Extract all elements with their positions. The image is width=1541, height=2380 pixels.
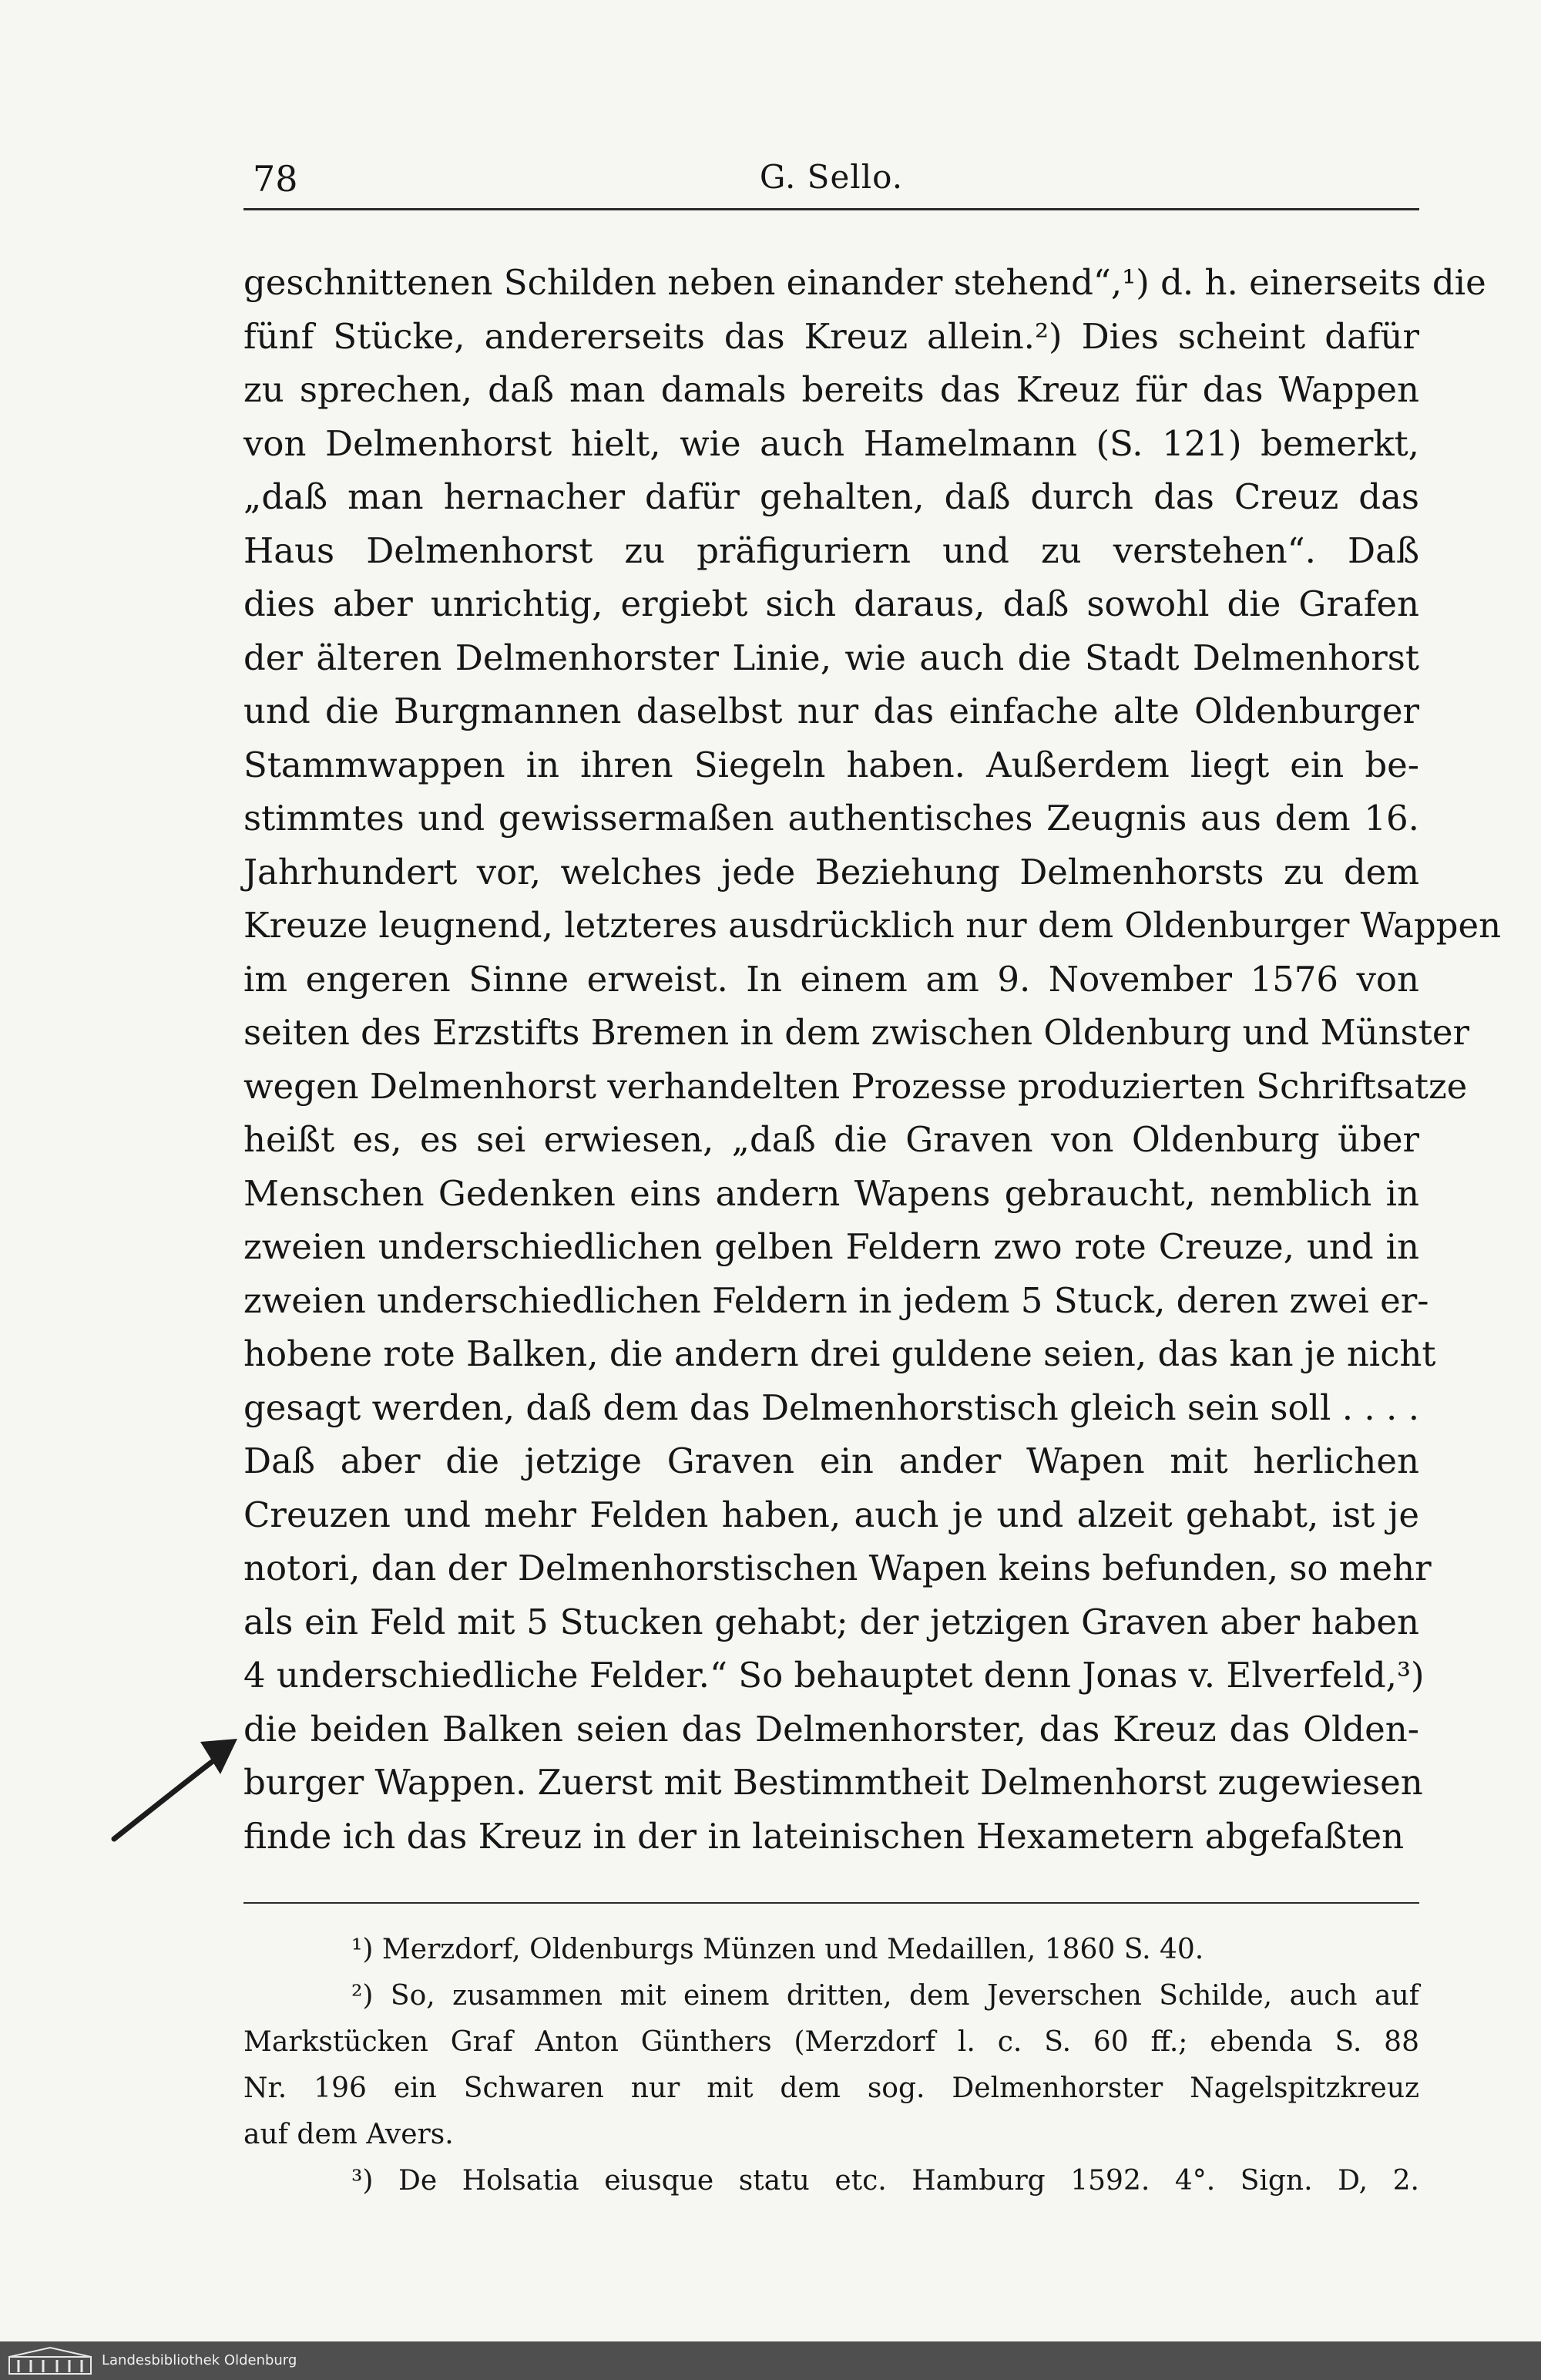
text-line: Stammwappen in ihren Siegeln haben. Außerdem liegt ein be- — [243, 744, 1419, 785]
text-line: und die Burgmannen daselbst nur das einfache alte Oldenburger — [243, 691, 1419, 731]
text-line: zweien underschiedlichen Feldern in jedem 5 Stuck, deren zwei er- — [243, 1279, 1429, 1321]
footnote-line: Nr. 196 ein Schwaren nur mit dem sog. Delmenhorster Nagelspitzkreuz — [243, 2072, 1419, 2104]
handwritten-arrow-icon — [105, 1711, 243, 1850]
text-line: fünf Stücke, andererseits das Kreuz allein.²) Dies scheint dafür — [243, 315, 1419, 357]
text-line: die beiden Balken seien das Delmenhorster, das Kreuz das Olden- — [243, 1708, 1419, 1750]
text-line: von Delmenhorst hielt, wie auch Hamelmann (S. 121) bemerkt, — [243, 422, 1419, 464]
library-name: Landesbibliothek Oldenburg — [102, 2352, 297, 2368]
text-line: heißt es, es sei erwiesen, „daß die Graven von Oldenburg über — [243, 1119, 1419, 1160]
text-line: der älteren Delmenhorster Linie, wie auch die Stadt Delmenhorst — [243, 637, 1419, 678]
text-line: 4 underschiedliche Felder.“ So behauptet denn Jonas v. Elverfeld,³) — [243, 1655, 1425, 1696]
footnote-line: auf dem Avers. — [243, 2119, 454, 2150]
footnote-line: ¹) Merzdorf, Oldenburgs Münzen und Medaillen, 1860 S. 40. — [351, 1934, 1204, 1965]
text-line: Creuzen und mehr Felden haben, auch je und alzeit gehabt, ist je — [243, 1494, 1419, 1535]
text-line: als ein Feld mit 5 Stucken gehabt; der jetzigen Graven aber haben — [243, 1601, 1419, 1642]
footnote-line: ²) So, zusammen mit einem dritten, dem Jeverschen Schilde, auch auf — [351, 1980, 1419, 2012]
page-number: 78 — [253, 158, 298, 200]
text-line: burger Wappen. Zuerst mit Bestimmtheit Delmenhorst zugewiesen — [243, 1762, 1423, 1803]
text-line: im engeren Sinne erweist. In einem am 9. November 1576 von — [243, 958, 1419, 1000]
text-line: Menschen Gedenken eins andern Wapens gebraucht, nemblich in — [243, 1172, 1419, 1214]
running-head: G. Sello. — [759, 158, 904, 196]
text-line: Daß aber die jetzige Graven ein ander Wapen mit herlichen — [243, 1440, 1419, 1481]
text-line: finde ich das Kreuz in der in lateinischen Hexametern abgefaßten — [243, 1815, 1405, 1857]
library-building-icon — [8, 2346, 92, 2375]
footnote-line: Markstücken Graf Anton Günthers (Merzdorf l. c. S. 60 ff.; ebenda S. 88 — [243, 2026, 1419, 2058]
text-line: stimmtes und gewissermaßen authentisches Zeugnis aus dem 16. — [243, 798, 1419, 839]
page-header — [243, 158, 1419, 206]
text-line: Kreuze leugnend, letzteres ausdrücklich nur dem Oldenburger Wappen — [243, 905, 1502, 946]
text-line: gesagt werden, daß dem das Delmenhorstisch gleich sein soll . . . . — [243, 1387, 1419, 1428]
text-line: Haus Delmenhorst zu präfiguriern und zu verstehen“. Daß — [243, 529, 1419, 571]
footnotes — [243, 1927, 1419, 2204]
text-line: dies aber unrichtig, ergiebt sich daraus, daß sowohl die Grafen — [243, 583, 1419, 624]
library-footer-bar — [0, 2341, 1541, 2380]
text-line: zu sprechen, daß man damals bereits das Kreuz für das Wappen — [243, 369, 1419, 410]
text-line: hobene rote Balken, die andern drei guldene seien, das kan je nicht — [243, 1333, 1436, 1374]
footnote-line: ³) De Holsatia eiusque statu etc. Hamburg 1592. 4°. Sign. D, 2. — [351, 2165, 1419, 2197]
text-line: „daß man hernacher dafür gehalten, daß durch das Creuz das — [243, 476, 1419, 517]
footnote-rule — [243, 1902, 1419, 1904]
text-line: zweien underschiedlichen gelben Feldern zwo rote Creuze, und in — [243, 1226, 1419, 1267]
text-line: wegen Delmenhorst verhandelten Prozesse produzierten Schriftsatze — [243, 1065, 1468, 1107]
text-line: seiten des Erzstifts Bremen in dem zwischen Oldenburg und Münster — [243, 1012, 1469, 1053]
header-rule — [243, 208, 1419, 210]
text-line: notori, dan der Delmenhorstischen Wapen keins befunden, so mehr — [243, 1548, 1432, 1588]
text-line: Jahrhundert vor, welches jede Beziehung Delmenhorsts zu dem — [243, 851, 1419, 892]
text-line: geschnittenen Schilden neben einander stehend“,¹) d. h. einerseits die — [243, 262, 1486, 303]
body-text — [243, 256, 1502, 1863]
